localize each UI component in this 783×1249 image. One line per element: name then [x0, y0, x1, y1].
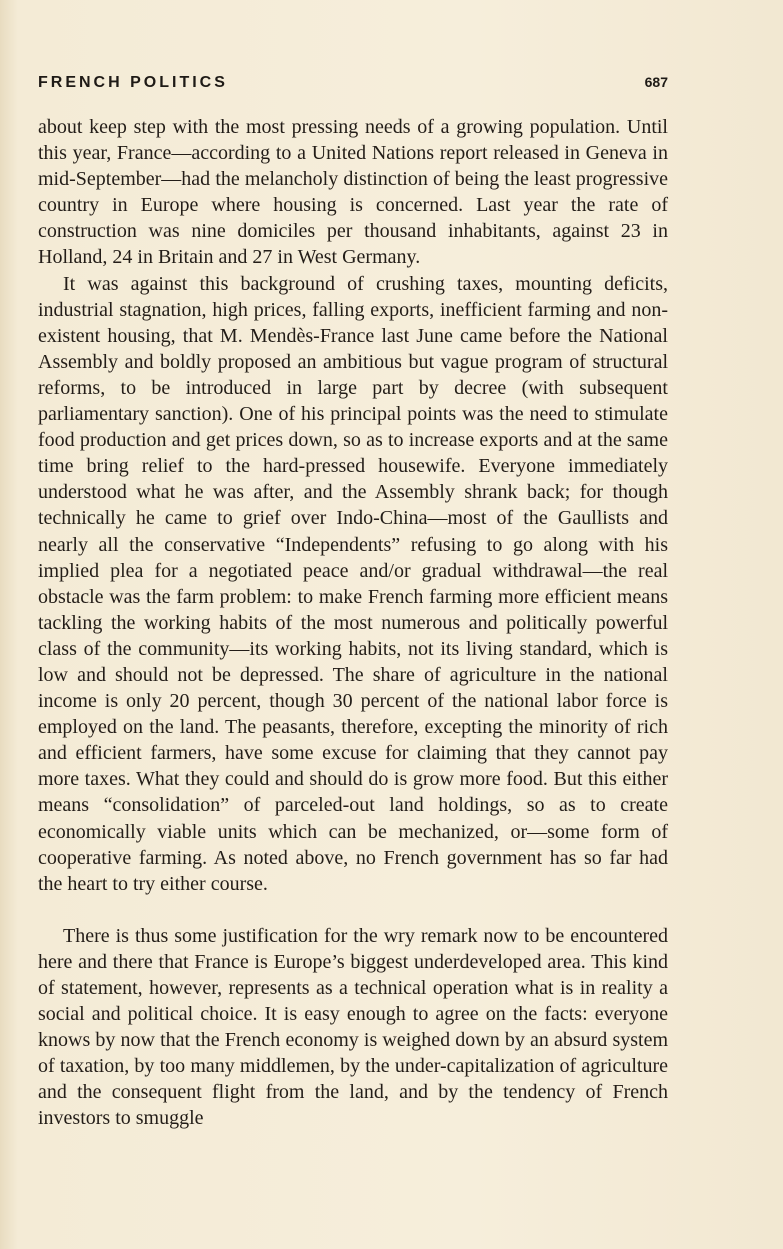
section-break: [38, 897, 668, 923]
paragraph-1: about keep step with the most pressing needs of a growing population. Until this year, France—according to a United Nations report released in Geneva in mid-September—had the melancholy distinction of being the least progressive country in Europe where housing is concerned. Last year the rate of construction was nine domiciles per thousand inhabitants, against 23 in Holland, 24 in Britain and 27 in West Germany.: [38, 116, 668, 269]
body-text: [38, 114, 668, 1132]
page-number: 687: [644, 74, 668, 90]
page-header: [38, 72, 668, 96]
running-head: FRENCH POLITICS: [38, 74, 228, 91]
paragraph-3: There is thus some justification for the wry remark now to be encountered here and there that France is Europe’s biggest underdeveloped area. This kind of statement, however, represents as a technical operation what is in reality a social and political choice. It is easy enough to agree on the facts: everyone knows by now that the French economy is weighed down by an absurd system of taxation, by too many middlemen, by the under-capitalization of agriculture and the consequent flight from the land, and by the tendency of French investors to smuggle: [38, 924, 668, 1130]
paragraph-2: It was against this background of crushing taxes, mounting deficits, industrial stagnation, high prices, falling exports, inefficient farming and non-existent housing, that M. Mendès-France last June came before the National Assembly and boldly proposed an ambitious but vague program of structural reforms, to be introduced in large part by decree (with subsequent parliamentary sanction). One of his principal points was the need to stimulate food production and get prices down, so as to increase exports and at the same time bring relief to the hard-pressed housewife. Everyone immediately understood what he was after, and the Assembly shrank back; for though technically he came to grief over Indo-China—most of the Gaullists and nearly all the conservative “Independents” refusing to go along with his implied plea for a negotiated peace and/or gradual withdrawal—the real obstacle was the farm problem: to make French farming more efficient means tackling the working habits of the most numerous and politically powerful class of the community—its working habits, not its living standard, which is low and should not be depressed. The share of agriculture in the national income is only 20 percent, though 30 percent of the national labor force is employed on the land. The peasants, therefore, excepting the minority of rich and efficient farmers, have some excuse for claiming that they cannot pay more taxes. What they could and should do is grow more food. But this either means “consolidation” of parceled-out land holdings, so as to create economically viable units which can be mechanized, or—some form of cooperative farming. As noted above, no French government has so far had the heart to try either course.: [38, 272, 668, 895]
